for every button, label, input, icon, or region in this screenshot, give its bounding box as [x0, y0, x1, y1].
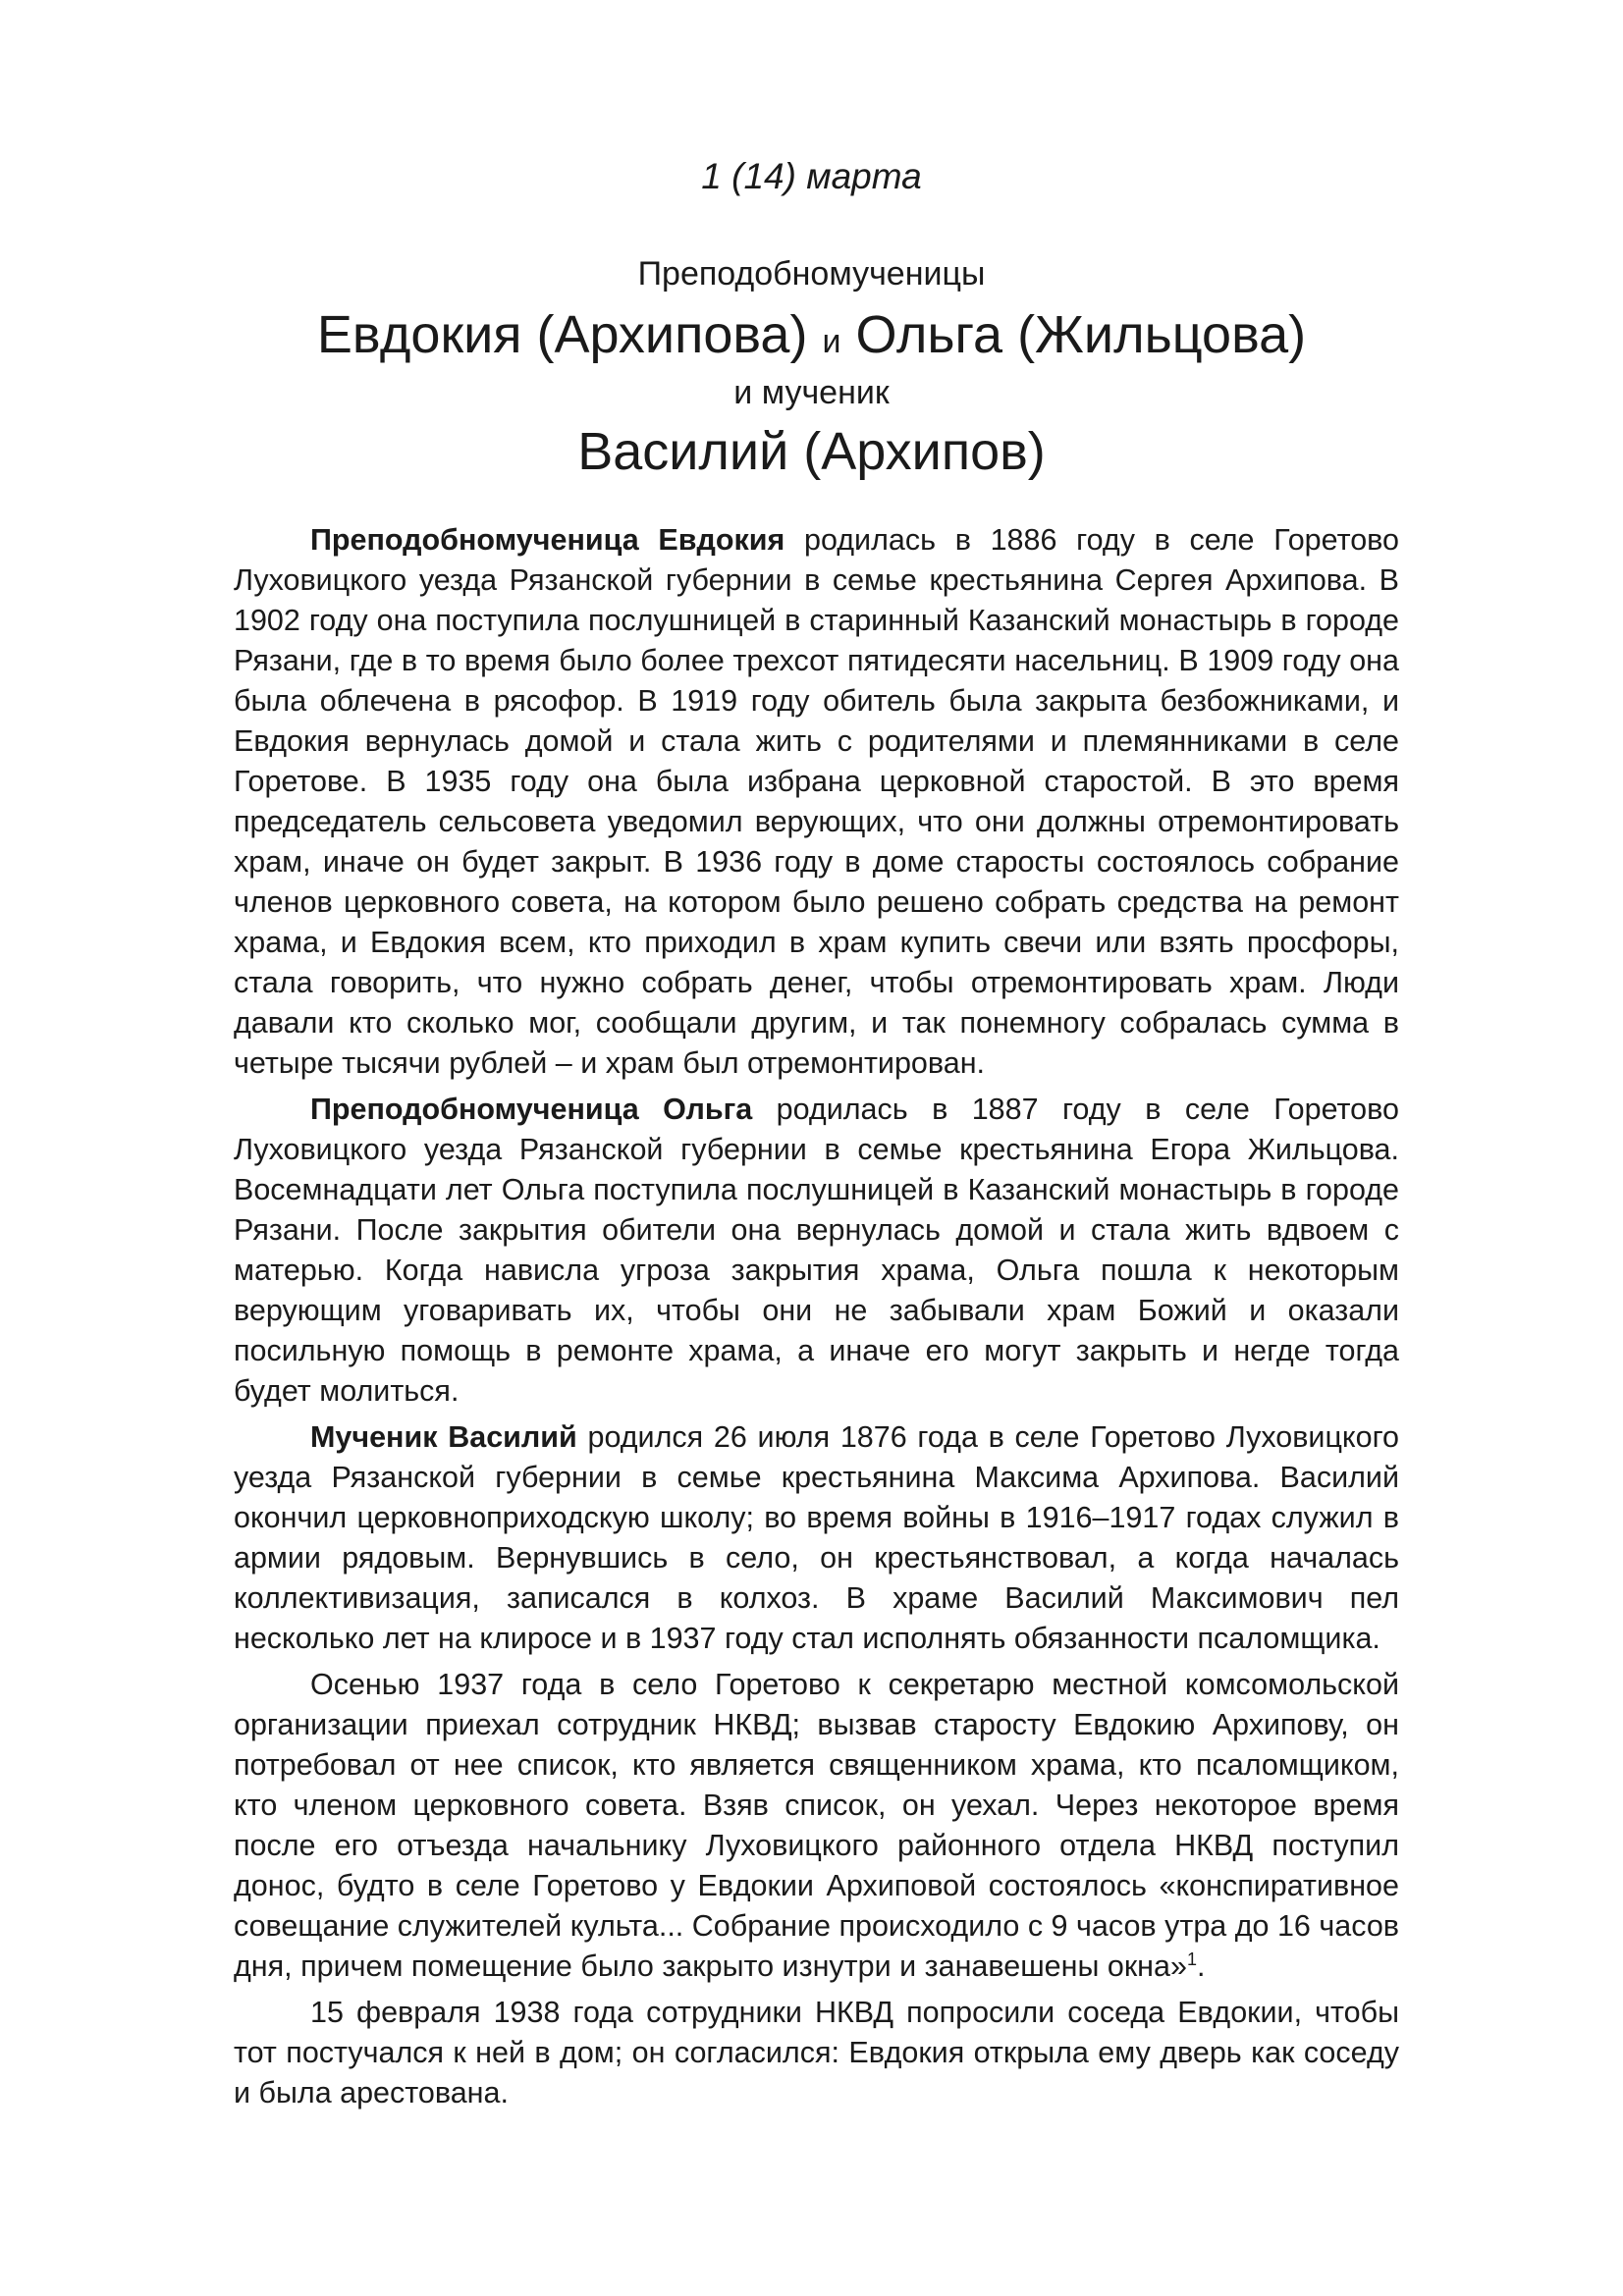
footnote-marker[interactable]: 1 [1186, 1949, 1197, 1969]
paragraph-tail: . [1196, 1949, 1206, 1983]
title-name-olga: Ольга (Жильцова) [855, 305, 1307, 364]
paragraph-olga [234, 1090, 1399, 1412]
subtitle-venerable-martyrs: Преподобномученицы [637, 255, 986, 293]
paragraph-text: родилась в 1886 году в селе Горетово Луховицкого уезда Рязанской губернии в семье крестьянина Сергея Архипова. В 1902 году она поступила послушницей в старинный Казанский монастырь в городе Рязани, где в то время было более трехсот пятидесяти насельниц. В 1909 году она была облечена в рясофор. В 1919 году обитель была закрыта безбожниками, и Евдокия вернулась домой и стала жить с родителями и племянниками в селе Горетове. В 1935 году она была избрана церковной старостой. В это время председатель сельсовета уведомил верующих, что они должны отремонтировать храм, иначе он будет закрыт. В 1936 году в доме старосты состоялось собрание членов церковного совета, на котором было решено собрать средства на ремонт храма, и Евдокия всем, кто приходил в храм купить свечи или взять просфоры, стала говорить, что нужно собрать денег, чтобы отремонтировать храм. Люди давали кто сколько мог, сообщали другим, и так понемногу собралась сумма в четыре тысячи рублей – и храм был отремонтирован. [234, 523, 1399, 1080]
paragraph-nkvd-visit [234, 1665, 1399, 1987]
body-text [234, 520, 1399, 2119]
feast-date: 1 (14) марта [701, 156, 922, 196]
title-line-2: Василий (Архипов) [577, 422, 1046, 481]
title-line-1 [0, 300, 1623, 376]
paragraph-text: родилась в 1887 году в селе Горетово Луховицкого уезда Рязанской губернии в семье крестьянина Егора Жильцова. Восемнадцати лет Ольга поступила послушницей в Казанский монастырь в городе Рязани. После закрытия обители она вернулась домой и стала жить вдвоем с матерью. Когда нависла угроза закрытия храма, Ольга пошла к некоторым верующим уговаривать их, чтобы они не забывали храм Божий и оказали посильную помощь в ремонте храма, а иначе его могут закрыть и негде тогда будет молиться. [234, 1093, 1399, 1408]
paragraph-lead: Преподобномученица Евдокия [310, 523, 785, 557]
paragraph-arrest [234, 1993, 1399, 2113]
paragraph-text: Осенью 1937 года в село Горетово к секретарю местной комсомольской организации приехал сотрудник НКВД; вызвав старосту Евдокию Архипову, он потребовал от нее список, кто является священником храма, кто псаломщиком, кто членом церковного совета. Взяв список, он уехал. Через некоторое время после его отъезда начальнику Луховицкого районного отдела НКВД поступил донос, будто в селе Горетово у Евдокии Архиповой состоялось «конспиративное совещание служителей культа... Собрание происходило с 9 часов утра до 16 часов дня, причем помещение было закрыто изнутри и занавешены окна» [234, 1668, 1399, 1983]
paragraph-vasily [234, 1417, 1399, 1659]
paragraph-text: 15 февраля 1938 года сотрудники НКВД попросили соседа Евдокии, чтобы тот постучался к ней в дом; он согласился: Евдокия открыла ему дверь как соседу и была арестована. [234, 1996, 1399, 2109]
paragraph-lead: Мученик Василий [310, 1420, 577, 1454]
paragraph-text: родился 26 июля 1876 года в селе Горетово Луховицкого уезда Рязанской губернии в семье крестьянина Максима Архипова. Василий окончил церковноприходскую школу; во время войны в 1916–1917 годах служил в армии рядовым. Вернувшись в село, он крестьянствовал, а когда началась коллективизация, записался в колхоз. В храме Василий Максимович пел несколько лет на клиросе и в 1937 году стал исполнять обязанности псаломщика. [234, 1420, 1399, 1655]
title-conjunction: и [822, 323, 841, 360]
subtitle-martyr: и мученик [733, 374, 890, 411]
title-name-evdokia: Евдокия (Архипова) [316, 305, 808, 364]
paragraph-lead: Преподобномученица Ольга [310, 1093, 753, 1126]
paragraph-evdokia [234, 520, 1399, 1084]
